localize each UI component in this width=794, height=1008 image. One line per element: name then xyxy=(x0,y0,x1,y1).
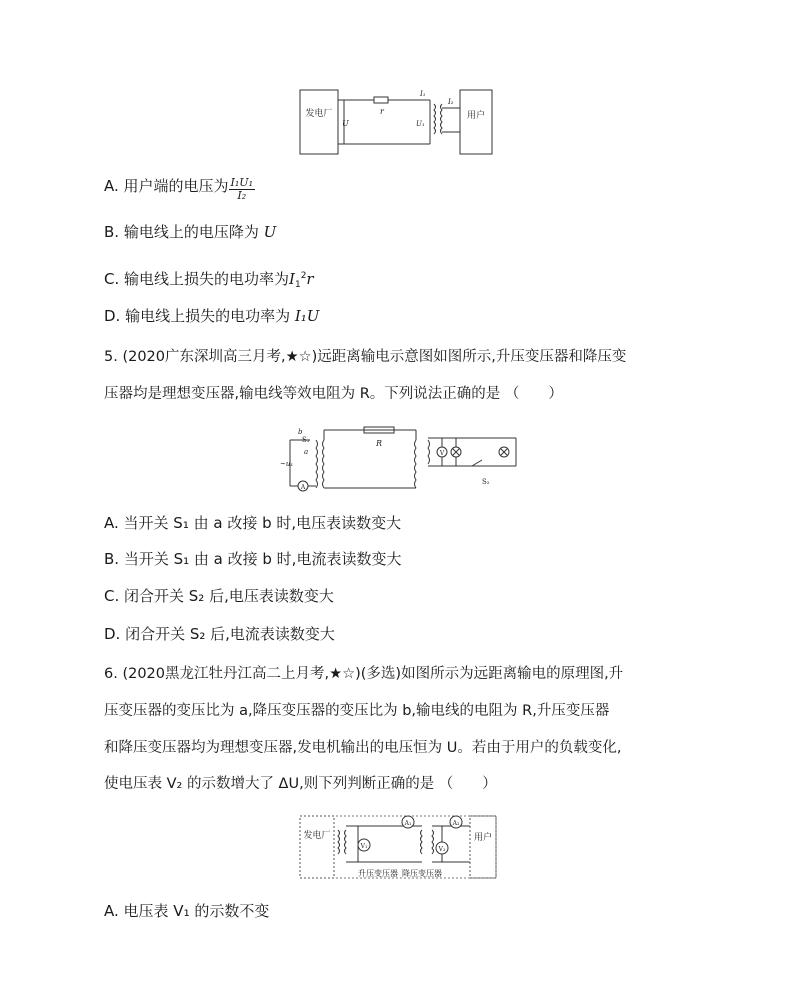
q4-option-c[interactable] xyxy=(104,266,314,295)
q4-option-c-var: I xyxy=(289,270,295,288)
label-U: U xyxy=(342,119,349,128)
q4-option-b[interactable] xyxy=(104,222,276,242)
q4-option-c-sup: 2 xyxy=(300,271,307,281)
q4-option-b-var: U xyxy=(263,223,277,241)
q5-option-b[interactable]: B. 当开关 S₁ 由 a 改接 b 时,电流表读数变大 xyxy=(104,550,402,568)
label-b: b xyxy=(298,428,303,436)
label-u1: ~u₁ xyxy=(280,460,294,468)
q6-stem-line-3: 和降压变压器均为理想变压器,发电机输出的电压恒为 U。若由于用户的负载变化, xyxy=(104,740,622,756)
q6-stem-line-4: 使电压表 V₂ 的示数增大了 ΔU,则下列判断正确的是 （ ） xyxy=(104,776,497,792)
fraction-numerator: I₁U₁ xyxy=(230,176,253,189)
q5-stem-line-2: 压器均是理想变压器,输电线等效电阻为 R。下列说法正确的是 （ ） xyxy=(104,386,563,402)
label-r: r xyxy=(380,107,384,116)
label-a: a xyxy=(304,448,309,456)
voltmeter-2-label: V₂ xyxy=(438,846,446,853)
figure-1-circuit xyxy=(296,86,496,158)
q5-option-c[interactable]: C. 闭合开关 S₂ 后,电压表读数变大 xyxy=(104,587,334,605)
label-S2: S₂ xyxy=(482,478,490,486)
fraction-denominator: I₂ xyxy=(237,189,247,202)
voltmeter-1-label: V₁ xyxy=(360,843,368,850)
ammeter-2-label: A₂ xyxy=(452,820,460,827)
q6-stem-line-1: 6. (2020黑龙江牡丹江高二上月考,★☆)(多选)如图所示为远距离输电的原理图,升 xyxy=(104,666,624,682)
ammeter-label: A xyxy=(300,484,306,491)
q5-option-d[interactable]: D. 闭合开关 S₂ 后,电流表读数变大 xyxy=(104,625,335,643)
label-U1: U₁ xyxy=(416,120,425,128)
ammeter-1-label: A₁ xyxy=(404,820,412,827)
generator-label-3: 发电厂 xyxy=(303,831,331,841)
label-I2: I₂ xyxy=(448,98,454,106)
q4-option-b-text: B. 输电线上的电压降为 xyxy=(104,223,264,241)
q4-option-a-prefix: A. 用户端的电压为 xyxy=(104,177,229,195)
figure-3-circuit xyxy=(298,812,498,884)
q4-option-d[interactable] xyxy=(104,306,319,326)
label-R: R xyxy=(375,439,383,448)
q4-option-d-var: I₁U xyxy=(294,307,320,325)
q4-option-d-text: D. 输电线上损失的电功率为 xyxy=(104,307,295,325)
q4-option-a-fraction xyxy=(229,177,255,202)
user-label: 用户 xyxy=(466,111,486,121)
q5-option-a[interactable]: A. 当开关 S₁ 由 a 改接 b 时,电压表读数变大 xyxy=(104,514,402,532)
voltmeter-label: V xyxy=(439,450,445,457)
caption-step-up: 升压变压器 xyxy=(358,869,398,878)
q5-stem-line-1: 5. (2020广东深圳高三月考,★☆)远距离输电示意图如图所示,升压变压器和降压变 xyxy=(104,349,627,365)
user-label-3: 用户 xyxy=(473,833,493,843)
q4-option-c-sub: 1 xyxy=(294,280,301,290)
q4-option-c-var2: r xyxy=(306,270,314,288)
q4-option-c-text: C. 输电线上损失的电功率为 xyxy=(104,270,290,288)
caption-step-down: 降压变压器 xyxy=(402,869,442,878)
label-S1: S₁ xyxy=(302,436,310,444)
generator-label: 发电厂 xyxy=(305,109,333,119)
q6-stem-line-2: 压变压器的变压比为 a,降压变压器的变压比为 b,输电线的电阻为 R,升压变压器 xyxy=(104,703,610,719)
q6-option-a[interactable]: A. 电压表 V₁ 的示数不变 xyxy=(104,902,270,920)
q4-option-a[interactable] xyxy=(104,176,255,202)
figure-2-circuit xyxy=(276,420,526,498)
label-I1: I₁ xyxy=(420,90,426,98)
